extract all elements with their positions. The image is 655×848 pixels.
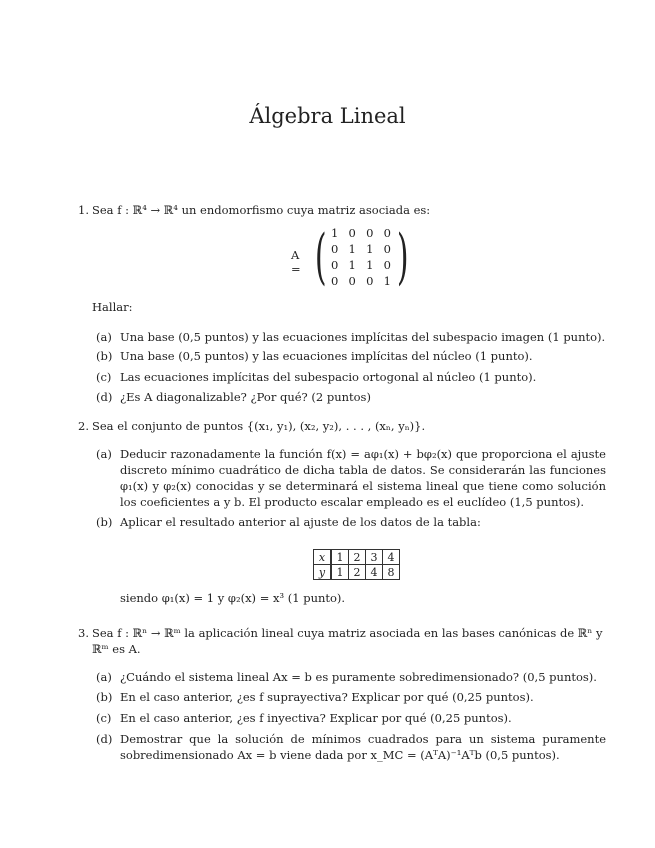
- problem-3-intro: [78, 625, 618, 657]
- item-text: Una base (0,5 puntos) y las ecuaciones implícitas del núcleo (1 punto).: [120, 349, 533, 363]
- item-text: Una base (0,5 puntos) y las ecuaciones implícitas del subespacio imagen (1 punto).: [120, 330, 606, 344]
- item-label: (b): [96, 349, 113, 363]
- list-item: [96, 329, 606, 345]
- after-table-text: siendo φ₁(x) = 1 y φ₂(x) = x³ (1 punto).: [120, 591, 346, 605]
- item-text: ¿Cuándo el sistema lineal Ax = b es puramente sobredimensionado? (0,5 puntos).: [120, 670, 597, 684]
- table-cell: 1: [331, 565, 349, 580]
- table-header-cell: y: [314, 565, 332, 580]
- right-parenthesis: ): [396, 222, 409, 292]
- problem-number: 3.: [78, 626, 89, 640]
- table-cell: 4: [383, 550, 400, 565]
- matrix-cell: 1: [383, 274, 391, 288]
- matrix-row: [331, 226, 391, 240]
- item-text: ¿Es A diagonalizable? ¿Por qué? (2 puntos): [120, 390, 371, 404]
- matrix-cell: 0: [383, 242, 391, 256]
- table-cell: 4: [366, 565, 383, 580]
- problem-text: Sea el conjunto de puntos {(x₁, y₁), (x₂, y₂), . . . , (xₙ, yₙ)}.: [92, 419, 426, 433]
- hallar-label: Hallar:: [92, 300, 133, 314]
- item-label: (b): [96, 515, 113, 529]
- data-table: [313, 549, 400, 580]
- matrix-row: [331, 274, 391, 288]
- list-item: [96, 689, 606, 705]
- table-header-cell: x: [314, 550, 332, 565]
- item-label: (c): [96, 711, 112, 725]
- matrix-cell: 0: [331, 274, 339, 288]
- problem-text: Sea f : ℝ⁴ → ℝ⁴ un endomorfismo cuya matriz asociada es:: [92, 203, 431, 217]
- table-cell: 2: [349, 550, 366, 565]
- item-text: Aplicar el resultado anterior al ajuste de los datos de la tabla:: [120, 515, 481, 529]
- table-cell: 2: [349, 565, 366, 580]
- matrix-row: [331, 242, 391, 256]
- matrix-cell: 1: [331, 226, 339, 240]
- problem-1-intro: [78, 202, 618, 218]
- left-parenthesis: (: [314, 222, 327, 292]
- matrix-cell: 1: [348, 258, 356, 272]
- problem-number: 2.: [78, 419, 89, 433]
- matrix-cell: 0: [366, 226, 374, 240]
- problem-text: Sea f : ℝⁿ → ℝᵐ la aplicación lineal cuya matriz asociada en las bases canónicas de ℝⁿ y ℝᵐ es A.: [92, 626, 603, 656]
- list-item: [96, 389, 606, 405]
- item-label: (d): [96, 732, 113, 746]
- problem-2-intro: [78, 418, 618, 434]
- matrix-label: A =: [291, 248, 301, 276]
- matrix-cell: 0: [383, 258, 391, 272]
- item-label: (a): [96, 330, 112, 344]
- table-cell: 1: [331, 550, 349, 565]
- item-text: Las ecuaciones implícitas del subespacio ortogonal al núcleo (1 punto).: [120, 370, 537, 384]
- list-item: [96, 369, 606, 385]
- matrix-cell: 0: [348, 274, 356, 288]
- matrix-cell: 0: [348, 226, 356, 240]
- item-label: (d): [96, 390, 113, 404]
- table-row: [314, 550, 400, 565]
- page-title: Álgebra Lineal: [249, 104, 406, 128]
- list-item: [96, 710, 606, 726]
- item-label: (b): [96, 690, 113, 704]
- item-text: En el caso anterior, ¿es f suprayectiva? Explicar por qué (0,25 puntos).: [120, 690, 534, 704]
- matrix-row: [331, 258, 391, 272]
- matrix-cell: 0: [366, 274, 374, 288]
- list-item: [96, 514, 606, 530]
- matrix-cell: 0: [331, 258, 339, 272]
- problem-number: 1.: [78, 203, 89, 217]
- item-text: Demostrar que la solución de mínimos cuadrados para un sistema puramente sobredimensionado Ax = b viene dada por x_MC = (AᵀA)⁻¹Aᵀb (0,5 puntos).: [120, 732, 606, 762]
- list-item: [96, 446, 606, 510]
- item-text: Deducir razonadamente la función f(x) = aφ₁(x) + bφ₂(x) que proporciona el ajuste discreto mínimo cuadrático de dicha tabla de datos. Se considerarán las funciones φ₁(x) y φ₂(x) conocidas y se determinará el sistema lineal que tiene como solución los coeficientes a y b. El producto escalar empleado es el euclídeo (1,5 puntos).: [120, 447, 606, 509]
- matrix-cell: 0: [331, 242, 339, 256]
- matrix-cell: 1: [366, 242, 374, 256]
- table-cell: 8: [383, 565, 400, 580]
- item-label: (c): [96, 370, 112, 384]
- item-label: (a): [96, 447, 112, 461]
- list-item: [96, 669, 606, 685]
- item-text: En el caso anterior, ¿es f inyectiva? Explicar por qué (0,25 puntos).: [120, 711, 512, 725]
- list-item: [96, 348, 606, 364]
- item-label: (a): [96, 670, 112, 684]
- matrix-cell: 1: [366, 258, 374, 272]
- table-cell: 3: [366, 550, 383, 565]
- table-row: [314, 565, 400, 580]
- matrix-cell: 0: [383, 226, 391, 240]
- matrix-cell: 1: [348, 242, 356, 256]
- list-item: [96, 731, 606, 763]
